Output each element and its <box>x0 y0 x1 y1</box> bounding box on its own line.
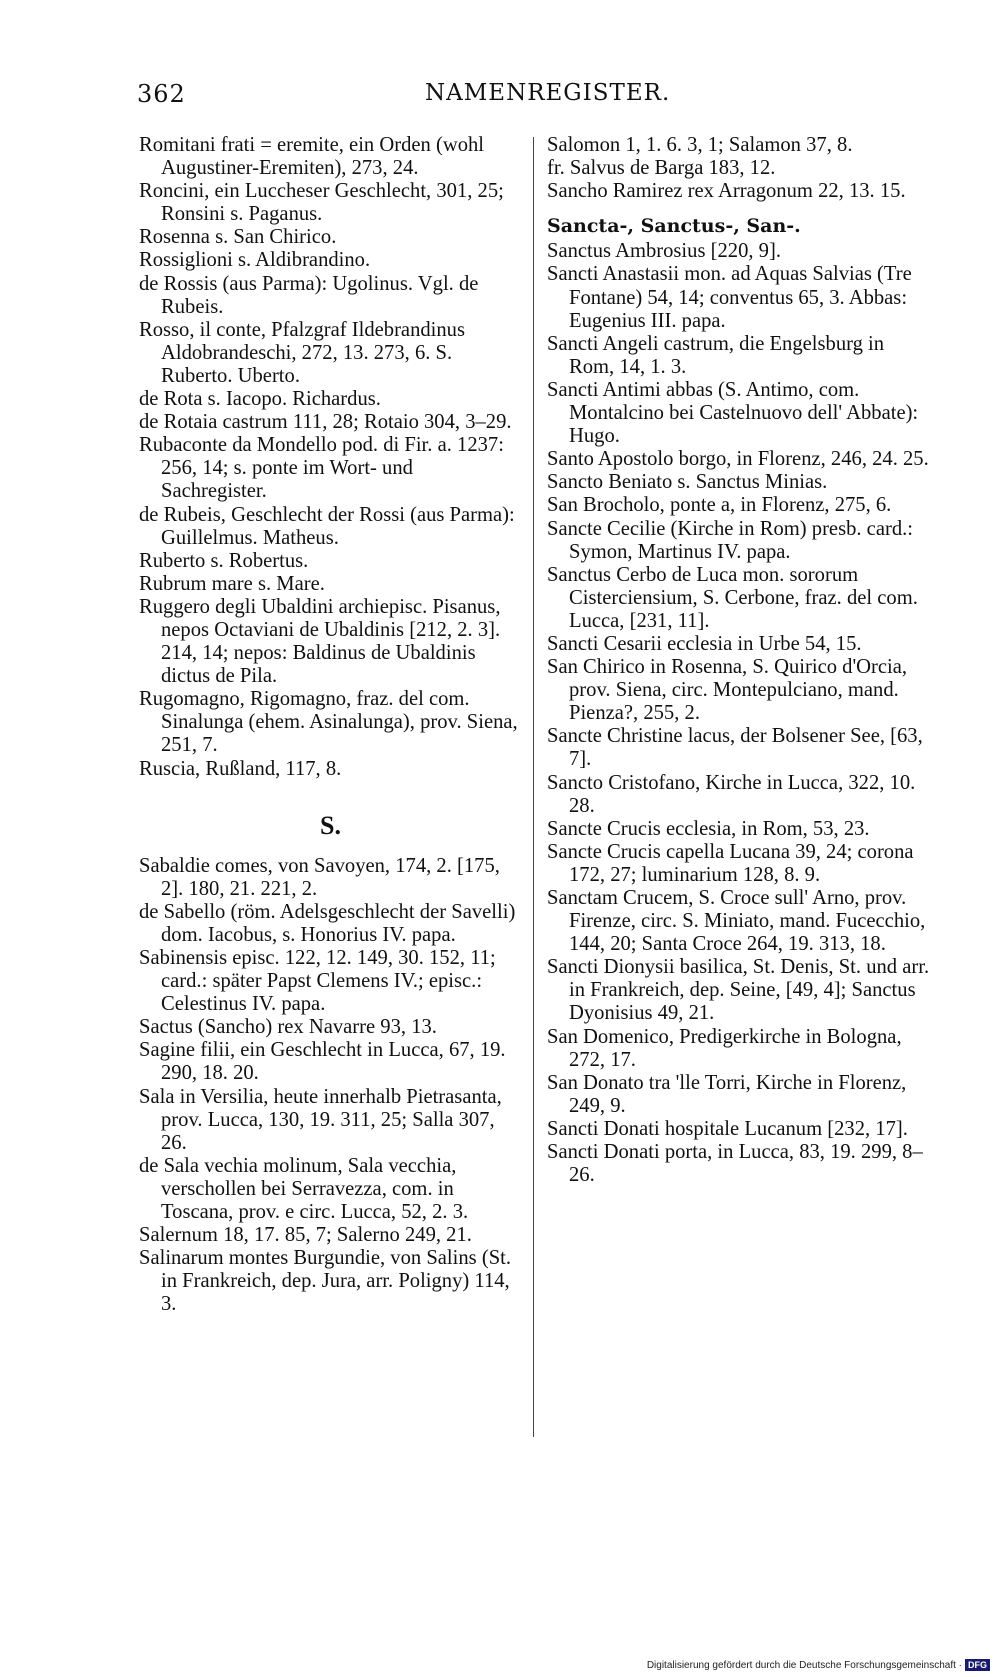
index-entry: de Sabello (röm. Adelsgeschlecht der Savelli) dom. Iacobus, s. Honorius IV. papa. <box>139 900 521 946</box>
index-entry: de Rotaia castrum 111, 28; Rotaio 304, 3–29. <box>139 411 512 434</box>
index-entry: fr. Salvus de Barga 183, 12. <box>547 157 776 180</box>
index-entry: Sancti Antimi abbas (S. Antimo, com. Montalcino bei Castelnuovo dell' Abbate): Hugo. <box>547 378 924 448</box>
index-entry: Salomon 1, 1. 6. 3, 1; Salamon 37, 8. <box>547 134 853 156</box>
index-entry: Sabinensis episc. 122, 12. 149, 30. 152, 11; card.: später Papst Clemens IV.; episc.: Celestinus IV. papa. <box>139 947 501 1016</box>
section-letter: S. <box>320 810 341 840</box>
index-column-left <box>139 134 522 1317</box>
index-entry: Salinarum montes Burgundie, von Salins (St. in Frankreich, dep. Jura, arr. Poligny) 114, 3. <box>139 1247 517 1316</box>
index-entry: Sancho Ramirez rex Arragonum 22, 13. 15. <box>547 180 906 203</box>
index-entry: Sancti Angeli castrum, die Engelsburg in Rom, 14, 1. 3. <box>547 332 890 378</box>
section-heading: Sancta-, Sanctus-, San-. <box>547 215 801 238</box>
column-divider <box>533 137 534 1437</box>
index-entry: Sala in Versilia, heute innerhalb Pietrasanta, prov. Lucca, 130, 19. 311, 25; Salla 307, 26. <box>139 1085 507 1154</box>
index-entry: de Rubeis, Geschlecht der Rossi (aus Parma): Guillelmus. Matheus. <box>139 503 520 549</box>
index-entry: Rubrum mare s. Mare. <box>139 572 325 595</box>
index-entry: San Chirico in Rosenna, S. Quirico d'Orcia, prov. Siena, circ. Montepulciano, mand. Pienza?, 255, 2. <box>547 656 913 725</box>
footer-credit <box>647 1659 990 1671</box>
index-entry: Sactus (Sancho) rex Navarre 93, 13. <box>139 1016 437 1039</box>
running-head: NAMENREGISTER. <box>425 80 671 106</box>
index-entry: Sancte Crucis ecclesia, in Rom, 53, 23. <box>547 817 870 840</box>
index-entry: Roncini, ein Luccheser Geschlecht, 301, 25; Ronsini s. Paganus. <box>139 180 510 226</box>
index-entry: Rugomagno, Rigomagno, fraz. del com. Sinalunga (ehem. Asinalunga), prov. Siena, 251, 7. <box>139 688 523 757</box>
index-entry: Ruscia, Rußland, 117, 8. <box>139 757 342 780</box>
index-entry: Ruggero degli Ubaldini archiepisc. Pisanus, nepos Octaviani de Ubaldinis [212, 2. 3]. 214, 14; nepos: Baldinus de Ubaldinis dictus de Pila. <box>139 595 506 688</box>
index-entry: Sancto Cristofano, Kirche in Lucca, 322, 10. 28. <box>547 771 921 817</box>
index-entry: San Donato tra 'lle Torri, Kirche in Florenz, 249, 9. <box>547 1071 912 1117</box>
index-entry: Sancto Beniato s. Sanctus Minias. <box>547 471 828 494</box>
index-entry: Rossiglioni s. Aldibrandino. <box>139 249 371 272</box>
index-entry: de Rossis (aus Parma): Ugolinus. Vgl. de Rubeis. <box>139 272 484 318</box>
index-entry: Sanctus Ambrosius [220, 9]. <box>547 240 781 263</box>
index-entry: Sancte Cecilie (Kirche in Rom) presb. card.: Symon, Martinus IV. papa. <box>547 517 919 563</box>
index-entry: Santo Apostolo borgo, in Florenz, 246, 24. 25. <box>547 448 929 471</box>
index-entry: Salernum 18, 17. 85, 7; Salerno 249, 21. <box>139 1224 472 1247</box>
index-entry: Romitani frati = eremite, ein Orden (wohl Augustiner-Eremiten), 273, 24. <box>139 134 489 180</box>
index-entry: de Sala vechia molinum, Sala vecchia, verschollen bei Serravezza, com. in Toscana, prov. e circ. Lucca, 52, 2. 3. <box>139 1154 469 1224</box>
index-entry: Sanctam Crucem, S. Croce sull' Arno, prov. Firenze, circ. S. Miniato, mand. Fucecchio, 144, 20; Santa Croce 264, 19. 313, 18. <box>547 887 931 956</box>
index-entry: San Brocholo, ponte a, in Florenz, 275, 6. <box>547 494 892 517</box>
index-entry: Ruberto s. Robertus. <box>139 549 309 572</box>
index-entry: Sancti Dionysii basilica, St. Denis, St. und arr. in Frankreich, dep. Seine, [49, 4]; Sanctus Dyonisius 49, 21. <box>547 956 935 1025</box>
index-entry: Rubaconte da Mondello pod. di Fir. a. 1237: 256, 14; s. ponte im Wort- und Sachregister. <box>139 434 510 503</box>
index-column-right <box>547 134 935 1187</box>
page-number: 362 <box>137 80 186 108</box>
index-entry: Sancti Anastasii mon. ad Aquas Salvias (Tre Fontane) 54, 14; conventus 65, 3. Abbas: Eugenius III. papa. <box>547 263 917 332</box>
index-entry: Sancti Donati porta, in Lucca, 83, 19. 299, 8–26. <box>547 1141 923 1187</box>
index-entry: Sagine filii, ein Geschlecht in Lucca, 67, 19. 290, 18. 20. <box>139 1039 511 1085</box>
index-entry: de Rota s. Iacopo. Richardus. <box>139 388 381 411</box>
index-entry: Sancte Christine lacus, der Bolsener See, [63, 7]. <box>547 725 928 771</box>
index-entry: Sancte Crucis capella Lucana 39, 24; corona 172, 27; luminarium 128, 8. 9. <box>547 840 919 886</box>
index-entry: Sanctus Cerbo de Luca mon. sororum Cisterciensium, S. Cerbone, fraz. del com. Lucca, [231, 11]. <box>547 563 924 632</box>
index-entry: Rosso, il conte, Pfalzgraf Ildebrandinus Aldobrandeschi, 272, 13. 273, 6. S. Ruberto. Uberto. <box>139 318 470 387</box>
index-entry: Sabaldie comes, von Savoyen, 174, 2. [175, 2]. 180, 21. 221, 2. <box>139 854 506 900</box>
index-entry: Rosenna s. San Chirico. <box>139 226 337 249</box>
index-entry: Sancti Donati hospitale Lucanum [232, 17]. <box>547 1117 908 1140</box>
footer-text: Digitalisierung gefördert durch die Deutsche Forschungsgemeinschaft · <box>646 1660 962 1671</box>
index-entry: Sancti Cesarii ecclesia in Urbe 54, 15. <box>547 632 862 655</box>
index-entry: San Domenico, Predigerkirche in Bologna, 272, 17. <box>547 1025 907 1071</box>
dfg-logo: DFG <box>965 1659 990 1671</box>
